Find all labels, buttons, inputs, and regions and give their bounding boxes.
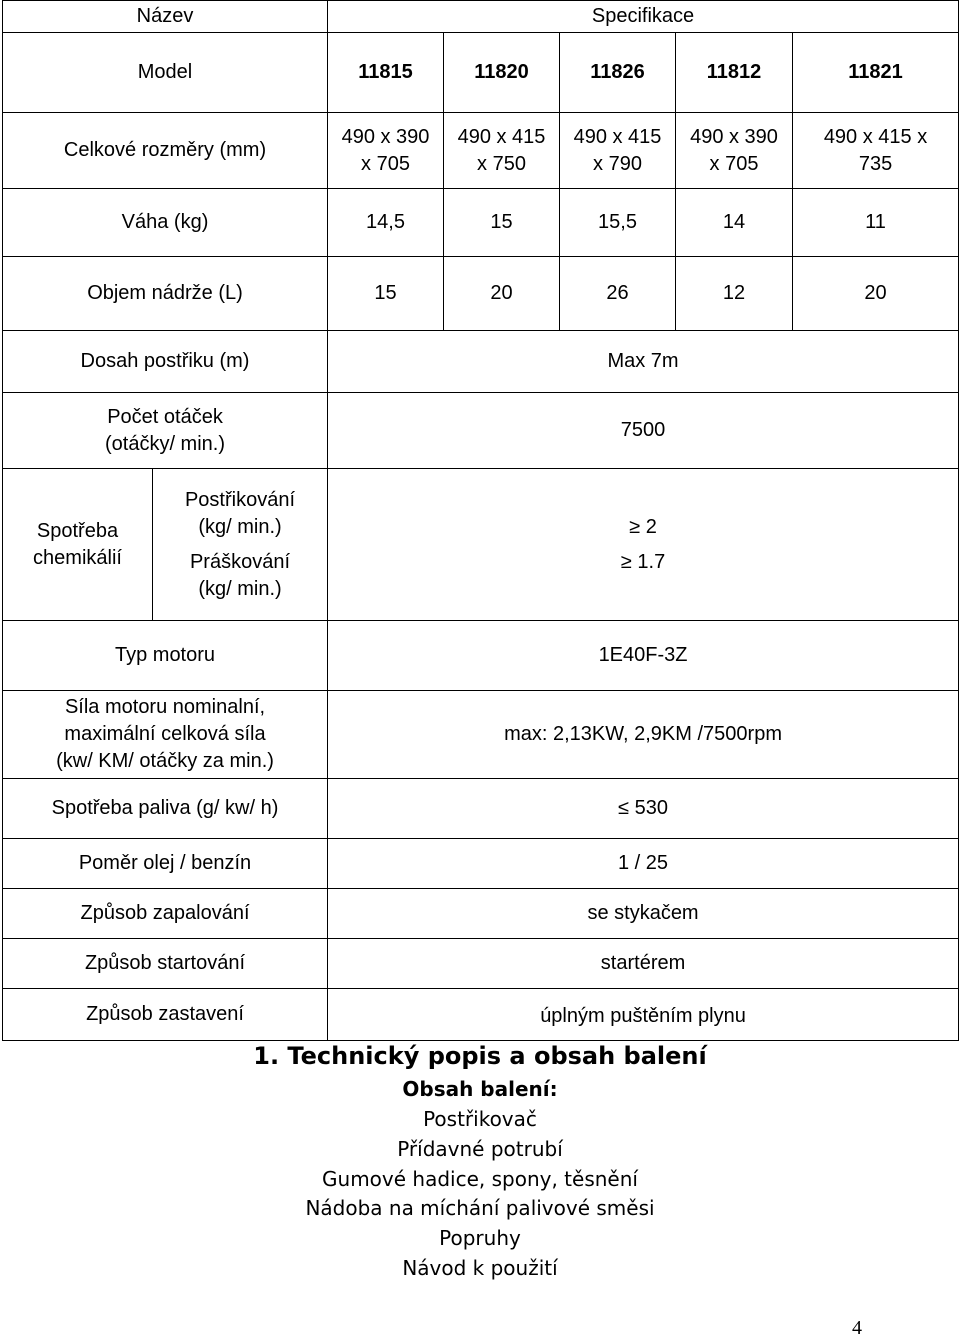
- rpm-row: [3, 393, 959, 469]
- start-label: Způsob startování: [3, 939, 328, 989]
- mix-value: 1 / 25: [328, 839, 959, 889]
- fuel-label: Spotřeba paliva (g/ kw/ h): [3, 779, 328, 839]
- specification-table: [2, 0, 959, 1041]
- start-row: [3, 939, 959, 989]
- header-spec: Specifikace: [328, 1, 959, 33]
- dimensions-value: 490 x 415 x 750: [444, 113, 560, 189]
- stop-row: [3, 989, 959, 1041]
- weight-value: 15: [444, 189, 560, 257]
- spraying-label: Postřikování (kg/ min.): [153, 469, 328, 545]
- stop-label: Způsob zastavení: [3, 989, 328, 1041]
- ignition-value: se stykačem: [328, 889, 959, 939]
- model-value: 11820: [444, 33, 560, 113]
- spray-range-label: Dosah postřiku (m): [3, 331, 328, 393]
- mix-label: Poměr olej / benzín: [3, 839, 328, 889]
- model-value: 11812: [676, 33, 793, 113]
- dimensions-label: Celkové rozměry (mm): [3, 113, 328, 189]
- weight-value: 14,5: [328, 189, 444, 257]
- tank-value: 20: [444, 257, 560, 331]
- weight-row: [3, 189, 959, 257]
- engine-type-label: Typ motoru: [3, 621, 328, 691]
- package-contents-list: [0, 1105, 960, 1284]
- list-item: Gumové hadice, spony, těsnění: [322, 1166, 638, 1191]
- chem-spraying-row: [3, 469, 959, 545]
- list-item: Návod k použití: [402, 1255, 558, 1280]
- stop-value: úplným puštěním plynu: [328, 989, 959, 1041]
- list-item: Nádoba na míchání palivové směsi: [305, 1196, 655, 1221]
- ignition-label: Způsob zapalování: [3, 889, 328, 939]
- rpm-value: 7500: [328, 393, 959, 469]
- start-value: startérem: [328, 939, 959, 989]
- tank-row: [3, 257, 959, 331]
- header-name: Název: [3, 1, 328, 33]
- dimensions-value: 490 x 390 x 705: [676, 113, 793, 189]
- weight-value: 11: [793, 189, 959, 257]
- rpm-label: Počet otáček (otáčky/ min.): [3, 393, 328, 469]
- engine-power-value: max: 2,13KW, 2,9KM /7500rpm: [328, 691, 959, 779]
- mix-row: [3, 839, 959, 889]
- tank-value: 26: [560, 257, 676, 331]
- engine-type-row: [3, 621, 959, 691]
- tank-value: 15: [328, 257, 444, 331]
- section-title: 1. Technický popis a obsah balení: [253, 1042, 707, 1070]
- model-value: 11826: [560, 33, 676, 113]
- package-contents-heading: Obsah balení:: [402, 1077, 558, 1101]
- ignition-row: [3, 889, 959, 939]
- fuel-row: [3, 779, 959, 839]
- dusting-label: Práškování (kg/ min.): [153, 545, 328, 621]
- weight-value: 14: [676, 189, 793, 257]
- spray-range-value: Max 7m: [328, 331, 959, 393]
- dimensions-value: 490 x 415 x 790: [560, 113, 676, 189]
- tank-value: 12: [676, 257, 793, 331]
- list-item: Postřikovač: [423, 1107, 537, 1131]
- tank-value: 20: [793, 257, 959, 331]
- page-number: 4: [852, 1317, 862, 1339]
- model-label: Model: [3, 33, 328, 113]
- engine-power-label: Síla motoru nominalní, maximální celková síla (kw/ KM/ otáčky za min.): [3, 691, 328, 779]
- engine-type-value: 1E40F-3Z: [328, 621, 959, 691]
- list-item: Přídavné potrubí: [397, 1136, 563, 1161]
- model-value: 11815: [328, 33, 444, 113]
- table-header-row: [3, 1, 959, 33]
- chem-label: Spotřeba chemikálií: [3, 469, 153, 621]
- tank-label: Objem nádrže (L): [3, 257, 328, 331]
- model-row: [3, 33, 959, 113]
- dimensions-value: 490 x 415 x 735: [793, 113, 959, 189]
- spray-range-row: [3, 331, 959, 393]
- weight-value: 15,5: [560, 189, 676, 257]
- model-value: 11821: [793, 33, 959, 113]
- dimensions-row: [3, 113, 959, 189]
- engine-power-row: [3, 691, 959, 779]
- fuel-value: ≤ 530: [328, 779, 959, 839]
- spraying-value: ≥ 2: [328, 469, 959, 545]
- dusting-value: ≥ 1.7: [328, 545, 959, 621]
- dimensions-value: 490 x 390 x 705: [328, 113, 444, 189]
- list-item: Popruhy: [439, 1226, 521, 1251]
- weight-label: Váha (kg): [3, 189, 328, 257]
